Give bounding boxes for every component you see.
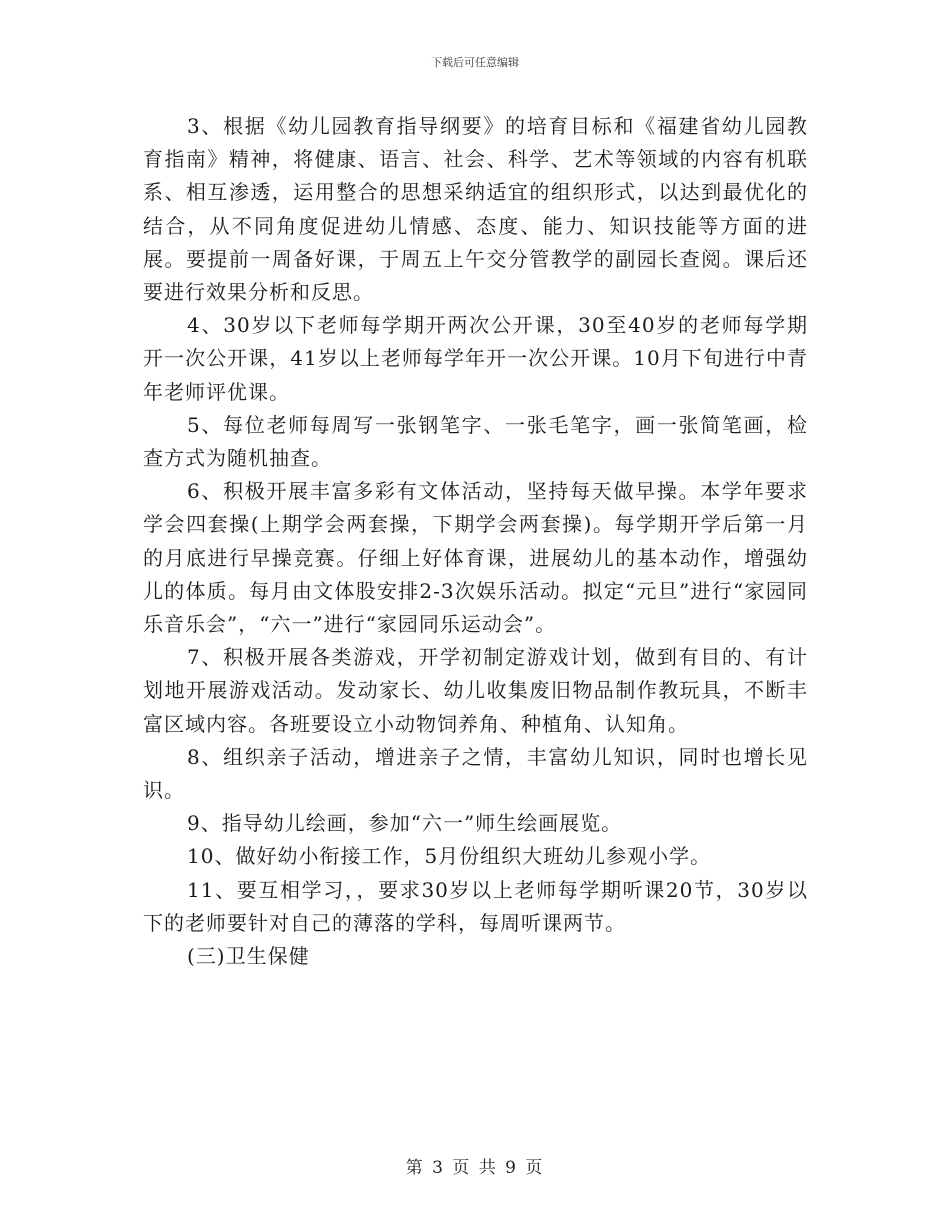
document-body: [143, 110, 808, 973]
paragraph-item-10: 10、做好幼小衔接工作，5月份组织大班幼儿参观小学。: [187, 844, 712, 869]
paragraph-item-5: 5、每位老师每周写一张钢笔字、一张毛笔字，画一张简笔画，检查方式为随机抽查。: [143, 412, 808, 471]
paragraph-item-11: 11、要互相学习，，要求30岁以上老师每学期听课20节，30岁以下的老师要针对自己的薄落的学科，每周听课两节。: [143, 877, 808, 935]
paragraph-item-3: 3、根据《幼儿园教育指导纲要》的培育目标和《福建省幼儿园教育指南》精神，将健康、语言、社会、科学、艺术等领域的内容有机联系、相互渗透，运用整合的思想采纳适宜的组织形式，以达到最优化的结合，从不同角度促进幼儿情感、态度、能力、知识技能等方面的进展。要提前一周备好课，于周五上午交分管教学的副园长查阅。课后还要进行效果分析和反思。: [143, 114, 808, 305]
paragraph-item-4: 4、30岁以下老师每学期开两次公开课，30至40岁的老师每学期开一次公开课，41岁以上老师每学年开一次公开课。10月下旬进行中青年老师评优课。: [143, 313, 808, 404]
section-heading: (三)卫生保健: [187, 944, 310, 969]
paragraph-item-7: 7、积极开展各类游戏，开学初制定游戏计划，做到有目的、有计划地开展游戏活动。发动家长、幼儿收集废旧物品制作教玩具，不断丰富区域内容。各班要设立小动物饲养角、种植角、认知角。: [143, 645, 808, 736]
paragraph-item-8: 8、组织亲子活动，增进亲子之情，丰富幼儿知识，同时也增长见识。: [143, 744, 808, 803]
paragraph-item-6: 6、积极开展丰富多彩有文体活动，坚持每天做早操。本学年要求学会四套操(上期学会两套操，下期学会两套操)。每学期开学后第一月的月底进行早操竞赛。仔细上好体育课，进展幼儿的基本动作，增强幼儿的体质。每月由文体股安排2-3次娱乐活动。拟定“元旦”进行“家园同乐音乐会”，“六一”进行“家园同乐运动会”。: [143, 479, 808, 637]
page-number-footer: 第 3 页 共 9 页: [405, 1158, 545, 1178]
paragraph-item-9: 9、指导幼儿绘画，参加“六一”师生绘画展览。: [187, 811, 623, 836]
page-header: 下载后可任意编辑: [431, 56, 519, 69]
